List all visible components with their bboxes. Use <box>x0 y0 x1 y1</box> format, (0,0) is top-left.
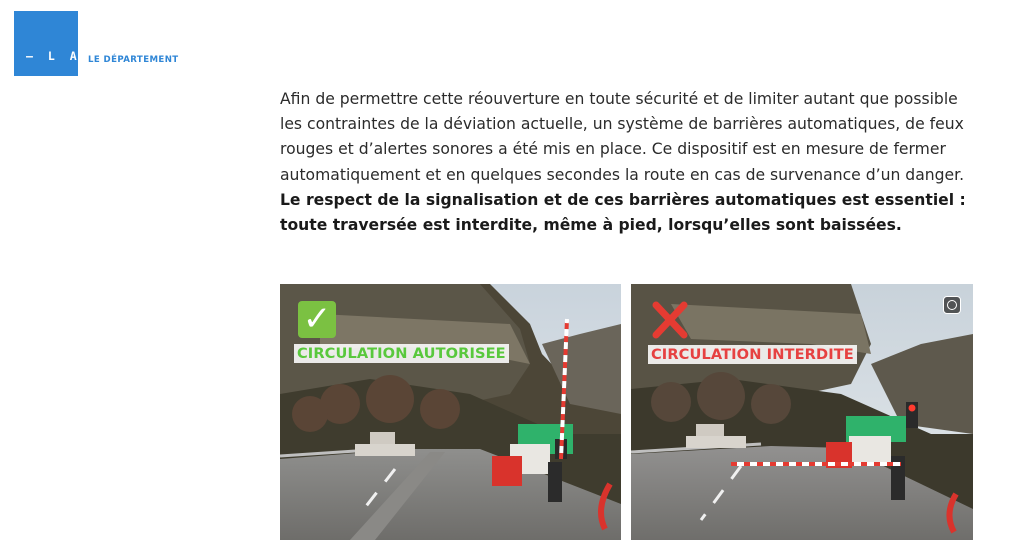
caption-circulation-forbidden: CIRCULATION INTERDITE <box>648 345 857 364</box>
paragraph-emphasis: Le respect de la signalisation et de ces barrières automatiques est essentiel : toute traversée est interdite, même à pied, lorsqu’elles sont baissées. <box>280 190 966 235</box>
photo-circulation-allowed[interactable] <box>280 284 621 540</box>
photo-circulation-forbidden[interactable] <box>631 284 973 540</box>
article-paragraph <box>280 87 980 238</box>
logo-line: M E – <box>26 136 81 150</box>
department-label: LE DÉPARTEMENT <box>88 55 179 65</box>
paragraph-text: Afin de permettre cette réouverture en toute sécurité et de limiter autant que possible les contraintes de la déviation actuelle, un système de barrières automatiques, de feux rouges et d’alertes sonores a été mis en place. Ce dispositif est en mesure de fermer automatiquement et en quelques secondes la route en cas de survenance d’un danger. <box>280 90 965 184</box>
logo-line: – L A <box>26 49 81 63</box>
expand-image-icon[interactable] <box>943 296 961 314</box>
la-drome-logo[interactable] <box>14 11 81 150</box>
cross-mark-icon <box>650 301 690 339</box>
logo-line: D R O <box>26 92 81 107</box>
caption-circulation-allowed: CIRCULATION AUTORISEE <box>294 344 509 363</box>
check-mark-icon: ✓ <box>298 301 336 338</box>
